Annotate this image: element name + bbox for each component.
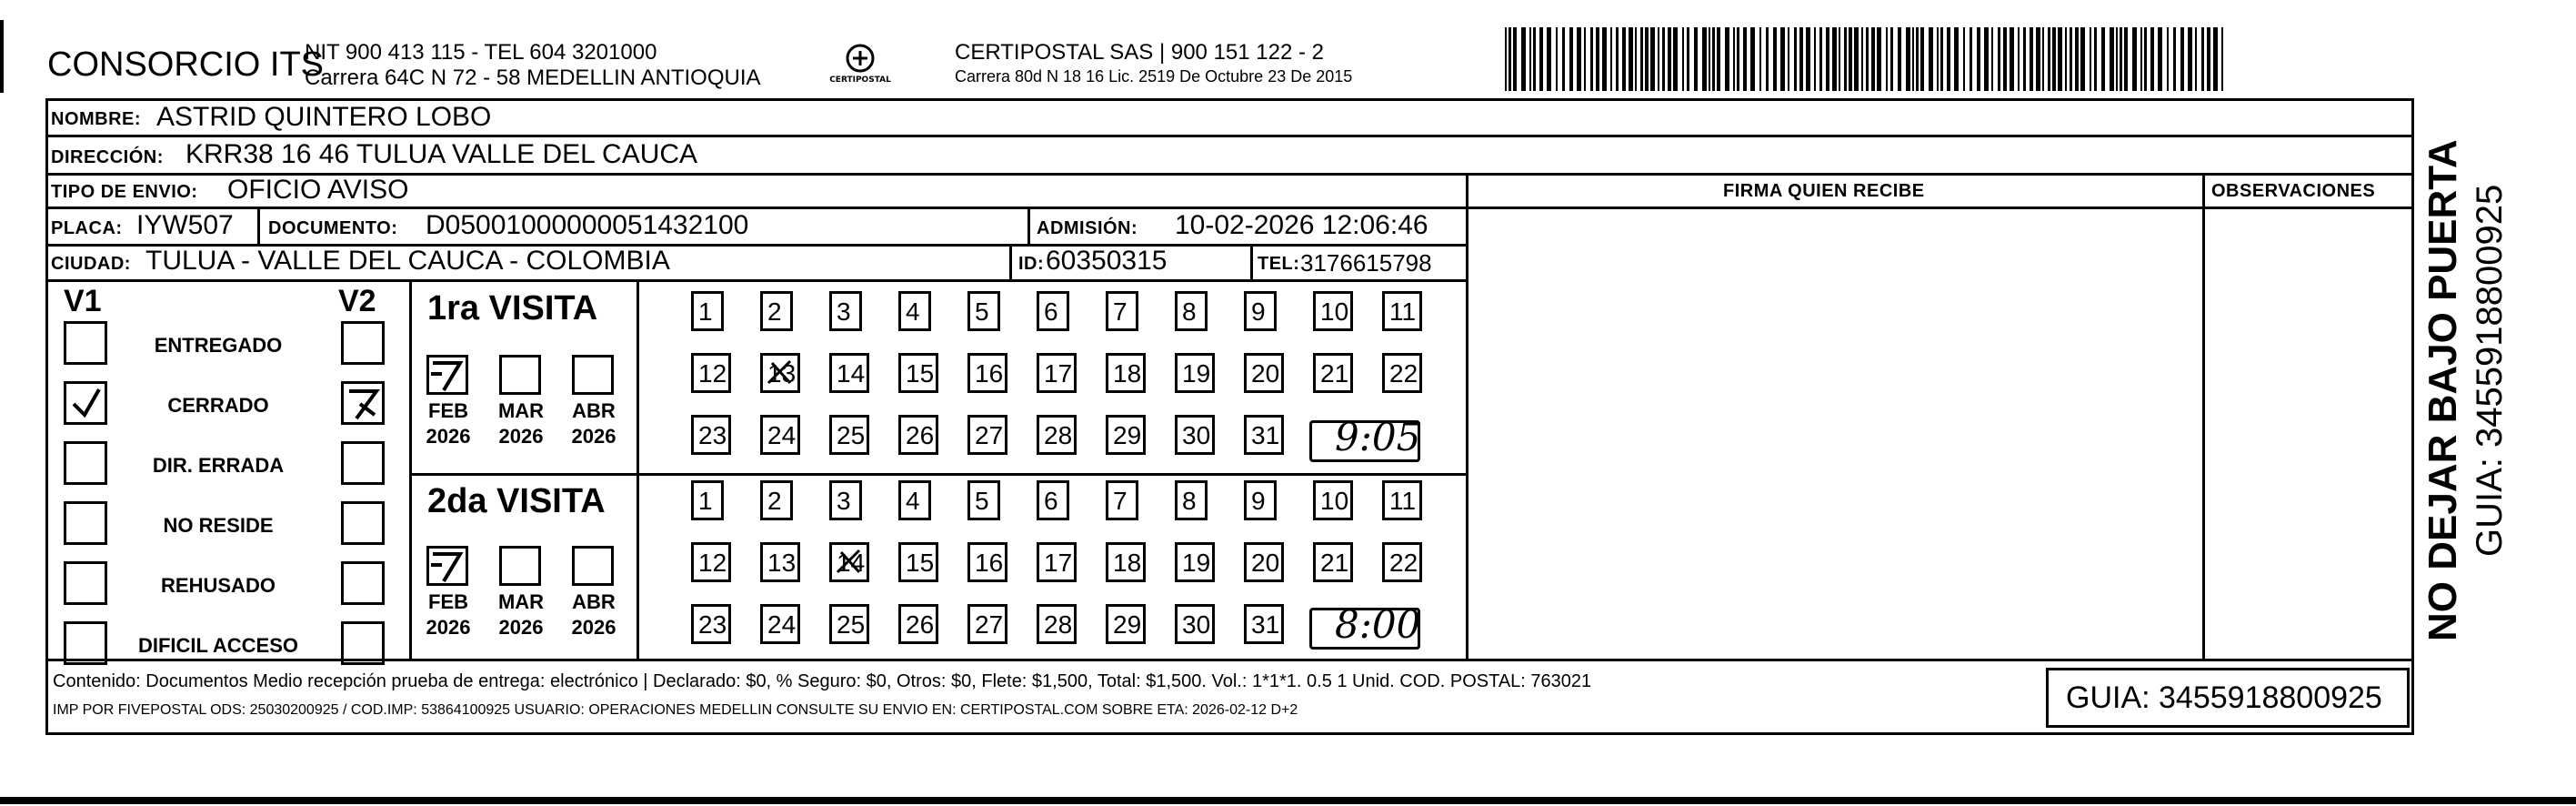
day-box[interactable]: 19 bbox=[1175, 542, 1215, 582]
day-box[interactable]: 29 bbox=[1106, 604, 1146, 644]
v2-checkbox[interactable] bbox=[341, 381, 385, 425]
month-checkbox[interactable] bbox=[499, 355, 541, 395]
company-nit: NIT 900 413 115 - TEL 604 3201000 bbox=[305, 40, 657, 65]
month-checkbox[interactable] bbox=[426, 546, 468, 586]
state-label: DIFICIL ACCESO bbox=[137, 634, 298, 657]
day-box[interactable]: 2 bbox=[760, 480, 793, 520]
day-box[interactable]: 5 bbox=[967, 480, 1000, 520]
day-box[interactable]: 14 bbox=[829, 542, 869, 582]
day-box[interactable]: 28 bbox=[1037, 415, 1077, 455]
month-label: FEB 2026 bbox=[426, 590, 471, 639]
day-box[interactable]: 22 bbox=[1382, 353, 1422, 393]
day-box[interactable]: 4 bbox=[898, 480, 931, 520]
day-box[interactable]: 15 bbox=[898, 542, 938, 582]
day-box[interactable]: 11 bbox=[1382, 480, 1422, 520]
month-checkbox[interactable] bbox=[426, 355, 468, 395]
company-name: CONSORCIO ITS bbox=[47, 45, 325, 84]
guia-box-text: GUIA: 3455918800925 bbox=[2066, 680, 2382, 715]
day-box[interactable]: 18 bbox=[1106, 542, 1146, 582]
day-box[interactable]: 19 bbox=[1175, 353, 1215, 393]
direccion-value: KRR38 16 46 TULUA VALLE DEL CAUCA bbox=[185, 139, 698, 169]
documento-value: D05001000000051432100 bbox=[426, 210, 749, 240]
month-checkbox[interactable] bbox=[499, 546, 541, 586]
day-box[interactable]: 10 bbox=[1313, 291, 1353, 331]
nombre-value: ASTRID QUINTERO LOBO bbox=[156, 102, 492, 132]
day-box[interactable]: 17 bbox=[1037, 542, 1077, 582]
firma-label: FIRMA QUIEN RECIBE bbox=[1723, 181, 1925, 201]
day-box[interactable]: 9 bbox=[1244, 291, 1277, 331]
day-box[interactable]: 13 bbox=[760, 542, 800, 582]
day-box[interactable]: 8 bbox=[1175, 480, 1208, 520]
v2-checkbox[interactable] bbox=[341, 321, 385, 365]
v1-checkbox[interactable] bbox=[64, 441, 107, 485]
day-box[interactable]: 29 bbox=[1106, 415, 1146, 455]
tel-value: 3176615798 bbox=[1300, 249, 1432, 277]
v2-checkbox[interactable] bbox=[341, 621, 385, 665]
no-dejar-label: NO DEJAR BAJO PUERTA bbox=[2421, 139, 2465, 641]
day-box[interactable]: 26 bbox=[898, 604, 938, 644]
day-box[interactable]: 8 bbox=[1175, 291, 1208, 331]
ciudad-label: CIUDAD: bbox=[51, 254, 131, 274]
day-box[interactable]: 25 bbox=[829, 604, 869, 644]
month-label: MAR 2026 bbox=[497, 590, 545, 639]
day-box[interactable]: 16 bbox=[967, 542, 1007, 582]
day-box[interactable]: 6 bbox=[1037, 480, 1069, 520]
day-box[interactable]: 31 bbox=[1244, 415, 1284, 455]
day-box[interactable]: 5 bbox=[967, 291, 1000, 331]
day-box[interactable]: 27 bbox=[967, 415, 1007, 455]
placa-label: PLACA: bbox=[51, 218, 123, 238]
day-box[interactable]: 14 bbox=[829, 353, 869, 393]
state-label: NO RESIDE bbox=[163, 514, 274, 537]
day-box[interactable]: 23 bbox=[691, 604, 731, 644]
margin-mark bbox=[0, 20, 4, 93]
id-label: ID: bbox=[1018, 254, 1045, 274]
day-box[interactable]: 13 bbox=[760, 353, 800, 393]
day-box[interactable]: 3 bbox=[829, 480, 862, 520]
day-box[interactable]: 20 bbox=[1244, 353, 1284, 393]
day-box[interactable]: 22 bbox=[1382, 542, 1422, 582]
day-box[interactable]: 2 bbox=[760, 291, 793, 331]
v1-label: V1 bbox=[64, 284, 102, 318]
admision-value: 10-02-2026 12:06:46 bbox=[1175, 210, 1428, 240]
day-box[interactable]: 24 bbox=[760, 604, 800, 644]
day-box[interactable]: 23 bbox=[691, 415, 731, 455]
day-box[interactable]: 16 bbox=[967, 353, 1007, 393]
nombre-label: NOMBRE: bbox=[51, 109, 142, 129]
day-box[interactable]: 3 bbox=[829, 291, 862, 331]
day-box[interactable]: 12 bbox=[691, 353, 731, 393]
contenido-text: Contenido: Documentos Medio recepción prueba de entrega: electrónico | Declarado: $0, % Seguro: $0, Otros: $0, Flete: $1,500, Total: $1,500. Vol.: 1*1*1. 0.5 1 Unid. COD. POSTAL: 763021 bbox=[53, 671, 1592, 691]
state-label: REHUSADO bbox=[161, 574, 276, 597]
day-box[interactable]: 11 bbox=[1382, 291, 1422, 331]
barcode-icon bbox=[1505, 27, 2228, 91]
day-box[interactable]: 26 bbox=[898, 415, 938, 455]
imp-text: IMP POR FIVEPOSTAL ODS: 25030200925 / COD.IMP: 53864100925 USUARIO: OPERACIONES MEDELLIN CONSULTE SU ENVIO EN: CERTIPOSTAL.COM SOBRE ETA: 2026-02-12 D+2 bbox=[53, 702, 1298, 718]
day-box[interactable]: 7 bbox=[1106, 480, 1138, 520]
observaciones-label: OBSERVACIONES bbox=[2211, 181, 2376, 201]
day-box[interactable]: 24 bbox=[760, 415, 800, 455]
v2-checkbox[interactable] bbox=[341, 501, 385, 545]
day-box[interactable]: 25 bbox=[829, 415, 869, 455]
placa-value: IYW507 bbox=[136, 210, 234, 240]
day-box[interactable]: 20 bbox=[1244, 542, 1284, 582]
second-visit-title: 2da VISITA bbox=[427, 482, 606, 520]
certipostal-logo bbox=[829, 40, 891, 91]
documento-label: DOCUMENTO: bbox=[268, 218, 398, 238]
day-box[interactable]: 1 bbox=[691, 480, 724, 520]
day-box[interactable]: 12 bbox=[691, 542, 731, 582]
day-box[interactable]: 27 bbox=[967, 604, 1007, 644]
first-visit-title: 1ra VISITA bbox=[427, 289, 598, 327]
admision-label: ADMISIÓN: bbox=[1037, 218, 1138, 238]
second-visit-time: 8:00 bbox=[1335, 602, 1421, 647]
carrier-name: CERTIPOSTAL SAS | 900 151 122 - 2 bbox=[955, 40, 1324, 65]
month-label: ABR 2026 bbox=[571, 590, 616, 639]
day-box[interactable]: 6 bbox=[1037, 291, 1069, 331]
month-checkbox[interactable] bbox=[572, 546, 614, 586]
direccion-label: DIRECCIÓN: bbox=[51, 147, 164, 167]
day-box[interactable]: 21 bbox=[1313, 353, 1353, 393]
v2-checkbox[interactable] bbox=[341, 561, 385, 605]
id-value: 60350315 bbox=[1046, 246, 1168, 276]
v1-checkbox[interactable] bbox=[64, 321, 107, 365]
day-box[interactable]: 9 bbox=[1244, 480, 1277, 520]
day-box[interactable]: 10 bbox=[1313, 480, 1353, 520]
tipo-envio-value: OFICIO AVISO bbox=[227, 175, 409, 205]
month-label: FEB 2026 bbox=[426, 399, 471, 448]
day-box[interactable]: 31 bbox=[1244, 604, 1284, 644]
day-box[interactable]: 4 bbox=[898, 291, 931, 331]
v1-checkbox[interactable] bbox=[64, 561, 107, 605]
v2-checkbox[interactable] bbox=[341, 441, 385, 485]
day-box[interactable]: 21 bbox=[1313, 542, 1353, 582]
svg-text:CERTIPOSTAL: CERTIPOSTAL bbox=[829, 76, 891, 85]
first-visit-time: 9:05 bbox=[1335, 415, 1421, 459]
day-box[interactable]: 18 bbox=[1106, 353, 1146, 393]
day-box[interactable]: 28 bbox=[1037, 604, 1077, 644]
state-label: ENTREGADO bbox=[154, 334, 283, 357]
state-label: CERRADO bbox=[167, 394, 269, 417]
v2-label: V2 bbox=[338, 284, 376, 318]
day-box[interactable]: 15 bbox=[898, 353, 938, 393]
company-address: Carrera 64C N 72 - 58 MEDELLIN ANTIOQUIA bbox=[305, 65, 761, 90]
day-box[interactable]: 7 bbox=[1106, 291, 1138, 331]
carrier-license: Carrera 80d N 18 16 Lic. 2519 De Octubre 23 De 2015 bbox=[955, 67, 1353, 86]
day-box[interactable]: 30 bbox=[1175, 604, 1215, 644]
v1-checkbox[interactable] bbox=[64, 621, 107, 665]
month-label: MAR 2026 bbox=[497, 399, 545, 448]
day-box[interactable]: 30 bbox=[1175, 415, 1215, 455]
day-box[interactable]: 1 bbox=[691, 291, 724, 331]
tipo-envio-label: TIPO DE ENVIO: bbox=[51, 182, 198, 202]
bottom-rule bbox=[0, 797, 2576, 804]
tel-label: TEL: bbox=[1258, 254, 1300, 274]
month-checkbox[interactable] bbox=[572, 355, 614, 395]
v1-checkbox[interactable] bbox=[64, 501, 107, 545]
state-label: DIR. ERRADA bbox=[152, 454, 285, 477]
month-label: ABR 2026 bbox=[571, 399, 616, 448]
ciudad-value: TULUA - VALLE DEL CAUCA - COLOMBIA bbox=[145, 246, 670, 276]
day-box[interactable]: 17 bbox=[1037, 353, 1077, 393]
v1-checkbox[interactable] bbox=[64, 381, 107, 425]
side-guia: GUIA: 3455918800925 bbox=[2470, 184, 2510, 557]
